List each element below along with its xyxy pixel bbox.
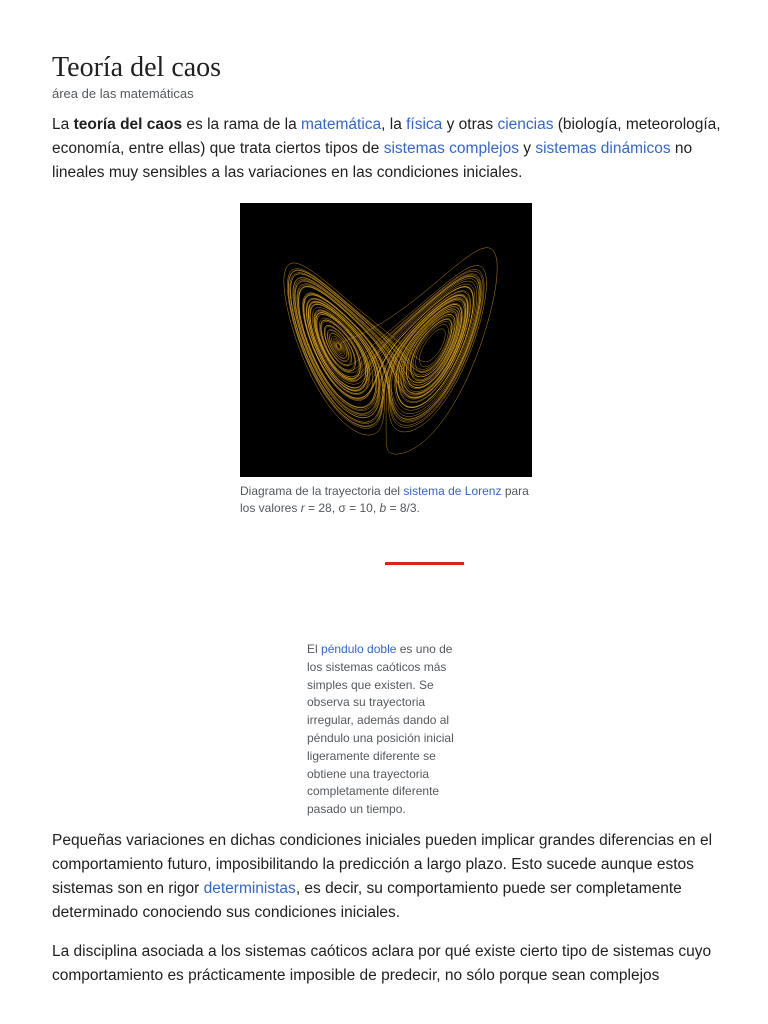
lorenz-caption-b-var: b — [379, 501, 387, 515]
lorenz-caption-text-4: = 8/3. — [386, 501, 420, 515]
intro-text-4: y otras — [442, 116, 498, 133]
lorenz-caption-text-3: = 28, σ = 10, — [304, 501, 380, 515]
link-fisica[interactable]: física — [406, 116, 443, 133]
intro-text-6: y — [518, 140, 536, 157]
intro-text-3: , la — [381, 116, 407, 133]
lorenz-attractor-image[interactable] — [240, 203, 532, 477]
page-title: Teoría del caos — [52, 52, 222, 83]
link-pendulo-doble[interactable]: péndulo doble — [321, 642, 397, 656]
pendulum-caption-text-2: es uno de los sistemas caóticos más simples que existen. Se observa su trayectoria irregular, además dando al péndulo una posición inicial ligeramente diferente se obtiene una trayectoria completamente diferente pasado un tiempo. — [307, 642, 454, 817]
lorenz-caption-text-1: Diagrama de la trayectoria del — [240, 484, 404, 498]
intro-text-5: (biología, meteorología, economía, entre ellas) que trata ciertos tipos de — [52, 116, 721, 157]
intro-paragraph — [52, 113, 722, 185]
para2-text-2: , es decir, su comportamiento puede ser completamente determinado conociendo sus condiciones iniciales. — [52, 880, 682, 921]
intro-bold-term: teoría del caos — [73, 116, 183, 133]
lorenz-caption — [240, 483, 540, 517]
link-ciencias[interactable]: ciencias — [497, 116, 554, 133]
lorenz-caption-text-2: para los valores — [240, 484, 529, 515]
lorenz-caption-r-var: r — [300, 501, 305, 515]
double-pendulum-animation-line — [385, 562, 464, 565]
pendulum-caption-text-1: El — [307, 642, 322, 656]
paragraph-3 — [52, 940, 722, 988]
lorenz-trajectory-curve — [284, 248, 497, 454]
link-matematica[interactable]: matemática — [301, 116, 382, 133]
intro-text-2: es la rama de la — [182, 116, 302, 133]
intro-text-7: no lineales muy sensibles a las variaciones en las condiciones iniciales. — [52, 140, 693, 181]
lorenz-attractor-plot — [240, 203, 532, 477]
link-sistema-de-lorenz[interactable]: sistema de Lorenz — [403, 484, 502, 498]
link-sistemas-dinamicos[interactable]: sistemas dinámicos — [535, 140, 671, 157]
paragraph-2 — [52, 829, 722, 925]
para3-text-1: La disciplina asociada a los sistemas caóticos aclara por qué existe cierto tipo de sistemas cuyo comportamiento es prácticamente imposible de predecir, no sólo porque sean complejos — [52, 943, 712, 984]
link-deterministas[interactable]: deterministas — [203, 880, 296, 897]
para2-text-1: Pequeñas variaciones en dichas condiciones iniciales pueden implicar grandes diferencias en el comportamiento futuro, imposibilitando la predicción a largo plazo. Esto sucede aunque estos sistemas son en rigor — [52, 832, 713, 897]
page-subtitle: área de las matemáticas — [52, 86, 194, 101]
double-pendulum-caption — [307, 641, 467, 819]
link-sistemas-complejos[interactable]: sistemas complejos — [383, 140, 519, 157]
intro-text-1: La — [52, 116, 74, 133]
